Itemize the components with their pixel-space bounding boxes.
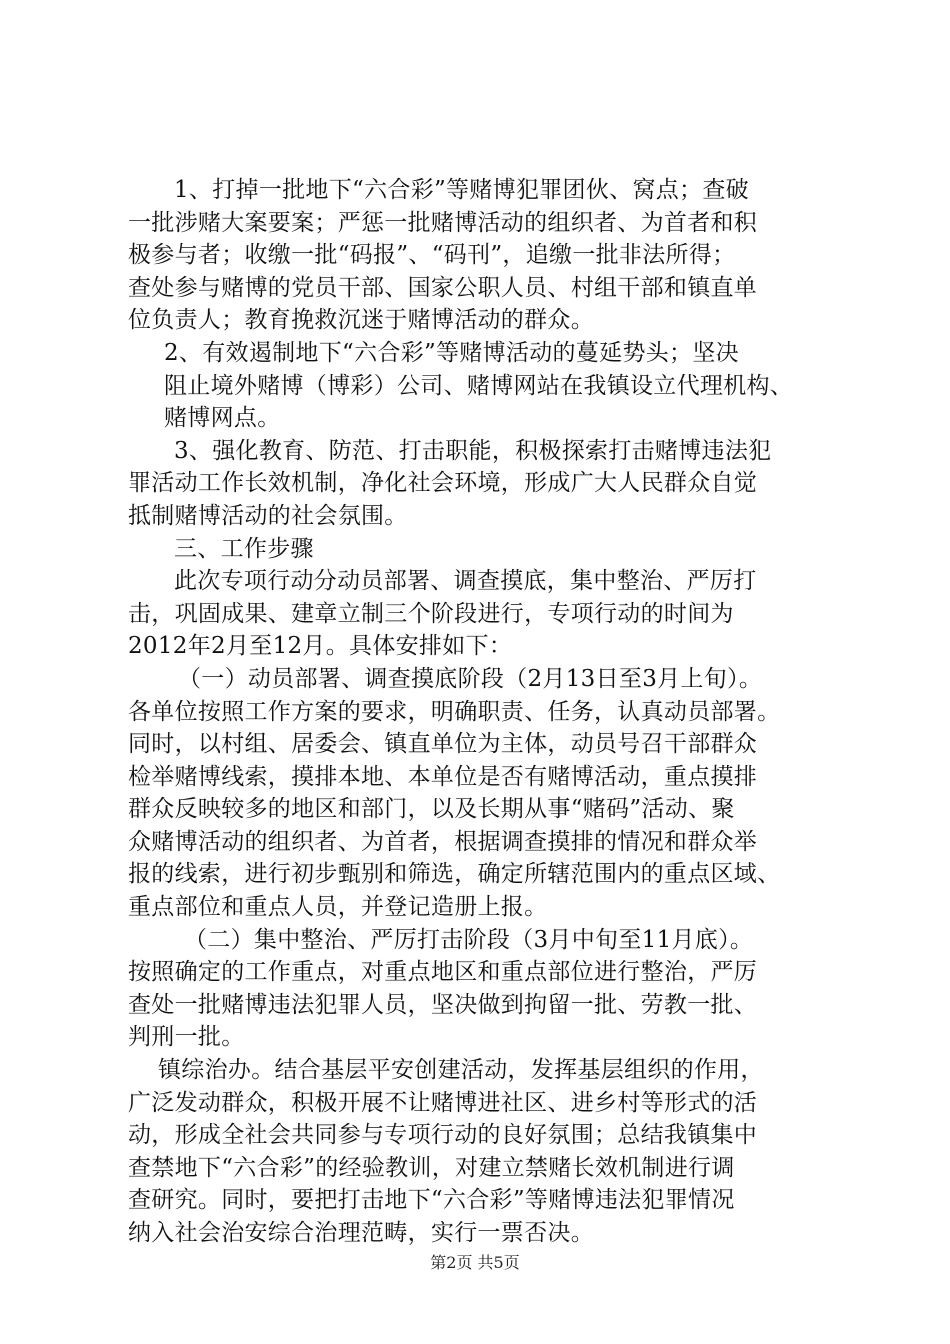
paragraph-line: 查处一批赌博违法犯罪人员，坚决做到拘留一批、劳教一批、 (128, 991, 758, 1018)
paragraph-line: 判刑一批。 (128, 1024, 245, 1051)
paragraph-line: 按照确定的工作重点，对重点地区和重点部位进行整治，严厉 (128, 959, 758, 986)
paragraph-line: 抵制赌博活动的社会氛围。 (128, 502, 408, 529)
paragraph-line: 3、强化教育、防范、打击职能，积极探索打击赌博违法犯 (174, 437, 772, 464)
paragraph-line: 查处参与赌博的党员干部、国家公职人员、村组干部和镇直单 (128, 274, 758, 301)
paragraph-line: 群众反映较多的地区和部门，以及长期从事“赌码”活动、聚 (128, 796, 735, 823)
paragraph-line: 重点部位和重点人员，并登记造册上报。 (128, 894, 548, 921)
paragraph-line: 查研究。同时，要把打击地下“六合彩”等赌博违法犯罪情况 (128, 1187, 735, 1214)
paragraph-line: 动，形成全社会共同参与专项行动的良好氛围；总结我镇集中 (128, 1122, 758, 1149)
paragraph-line: 此次专项行动分动员部署、调查摸底，集中整治、严厉打 (174, 568, 757, 595)
paragraph-line: 2、有效遏制地下“六合彩”等赌博活动的蔓延势头；坚决 (164, 339, 739, 366)
subsection-heading: （一）动员部署、调查摸底阶段（2月13日至3月上旬）。 (178, 665, 763, 692)
paragraph-line: 1、打掉一批地下“六合彩”等赌博犯罪团伙、窝点；查破 (174, 177, 749, 203)
paragraph-line: 极参与者；收缴一批“码报”、“码刊”，追缴一批非法所得； (128, 242, 736, 269)
paragraph-line: 报的线索，进行初步甄别和筛选，确定所辖范围内的重点区域、 (128, 861, 781, 888)
paragraph-line: 广泛发动群众，积极开展不让赌博进社区、进乡村等形式的活 (128, 1089, 758, 1116)
paragraph-line: 赌博网点。 (164, 405, 281, 432)
paragraph-line: 2012年2月至12月。具体安排如下： (128, 633, 513, 660)
paragraph-line: 位负责人；教育挽救沉迷于赌博活动的群众。 (128, 307, 594, 334)
paragraph-line: 纳入社会治安综合治理范畴，实行一票否决。 (128, 1220, 594, 1246)
paragraph-line: 检举赌博线索，摸排本地、本单位是否有赌博活动，重点摸排 (128, 763, 758, 790)
paragraph-line: 击，巩固成果、建章立制三个阶段进行，专项行动的时间为 (128, 600, 734, 627)
paragraph-line: 同时，以村组、居委会、镇直单位为主体，动员号召干部群众 (128, 731, 758, 758)
page-number-footer: 第2页 共5页 (430, 1253, 520, 1272)
paragraph-line: 阻止境外赌博（博彩）公司、赌博网站在我镇设立代理机构、 (164, 372, 794, 399)
document-body (128, 174, 848, 1250)
paragraph-line: 查禁地下“六合彩”的经验教训，对建立禁赌长效机制进行调 (128, 1154, 735, 1181)
paragraph-line: 众赌博活动的组织者、为首者，根据调查摸排的情况和群众举 (128, 828, 758, 855)
paragraph-line: 罪活动工作长效机制，净化社会环境，形成广大人民群众自觉 (128, 470, 758, 497)
paragraph-line: 一批涉赌大案要案；严惩一批赌博活动的组织者、为首者和积 (128, 209, 758, 236)
subsection-heading: （二）集中整治、严厉打击阶段（3月中旬至11月底）。 (184, 926, 754, 953)
paragraph-line: 各单位按照工作方案的要求，明确职责、任务，认真动员部署。 (128, 698, 781, 725)
paragraph-line: 镇综治办。结合基层平安创建活动，发挥基层组织的作用， (158, 1057, 764, 1084)
section-heading: 三、工作步骤 (174, 535, 314, 562)
